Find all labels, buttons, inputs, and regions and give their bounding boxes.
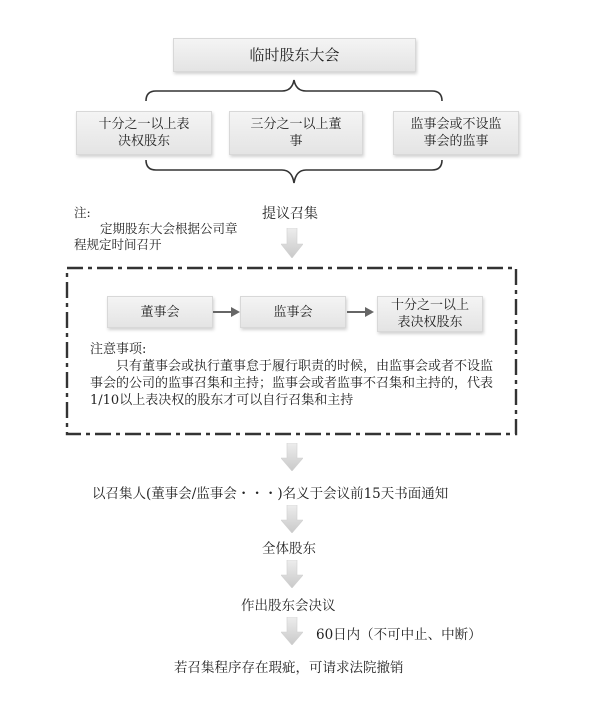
revocation-step: 若召集程序存在瑕疵，可请求法院撤销 [174, 660, 404, 676]
down-arrow-icon [281, 560, 303, 588]
down-arrow-icon [281, 443, 303, 471]
convener-box-supervisory-board [240, 296, 346, 328]
convener-box-tenth-shareholders [377, 296, 483, 332]
proposal-label: 提议召集 [262, 206, 318, 222]
down-arrow-icon [281, 617, 303, 645]
notice-heading: 注意事项: [90, 342, 147, 357]
side-note-heading: 注: [74, 205, 91, 220]
proposer-label: 监事会或不设监事会的监事 [410, 117, 502, 149]
right-arrow-icon [347, 306, 375, 318]
down-arrow-icon [281, 505, 303, 533]
resolution-step: 作出股东会决议 [241, 598, 336, 614]
convener-label: 十分之一以上表决权股东 [390, 298, 469, 330]
proposer-label: 三分之一以上董事 [250, 117, 342, 149]
notice-step: 以召集人(董事会/监事会・・・)名义于会议前15天书面通知 [92, 486, 449, 502]
side-note-body: 定期股东大会根据公司章程规定时间召开 [74, 221, 238, 252]
deadline-label: 60日内（不可中止、中断） [316, 627, 482, 643]
convener-box-board [107, 296, 213, 328]
notice-body: 只有董事会或执行董事怠于履行职责的时候，由监事会或者不设监事会的公司的监事召集和主持；监事会或者监事不召集和主持的，代表1/10以上表决权的股东才可以自行召集和主持 [90, 359, 494, 408]
right-arrow-icon [213, 306, 241, 318]
proposer-label: 十分之一以上表决权股东 [98, 117, 190, 149]
all-shareholders-step: 全体股东 [262, 541, 316, 557]
convener-label: 监事会 [273, 304, 313, 320]
top-box-label: 临时股东大会 [249, 45, 340, 64]
convener-label: 董事会 [140, 304, 180, 320]
